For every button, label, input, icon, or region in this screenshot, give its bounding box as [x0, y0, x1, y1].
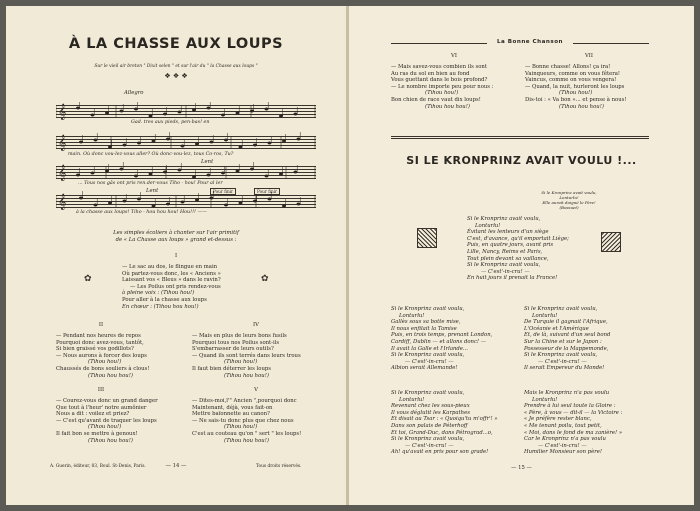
stanza-number-3: III — [97, 387, 105, 393]
poem-stanza-5: Mais le Kronprinz n'a pas voulu Lonturlu! Prendre à lui seul toute la Gloire : « Père, à vous — dit-il — la Victoire : « Je préfère rester blanc, « Me tenant poilu, tout petit, « Moi, dans le fond de ma zanière! » Car le Kronprinz n'a pas voulu — C'est'-in-cru! — Humilier Monsieur son père! — [524, 390, 623, 456]
tempo-mark-allegro: Allegro — [124, 90, 144, 96]
right-page — [349, 6, 694, 505]
lyric-line-2: main. Où donc vou-lez-vous aller? Où donc-vou-lez, tous Co-ros, Tu? — [68, 152, 234, 157]
section-rule — [391, 136, 649, 137]
stanza-1: — Le sac au dos, le flingue en main Où partez-vous donc, les « Anciens » Laissant vos « Bleus » dans le ravin? — Les Poilus ont pris rendez-vous à pleine voix : (Tihou hou!) Pour aller à la chasse aux loups En chœur : (Tihou hou hou!) — [122, 264, 221, 310]
flower-ornament-icon: ✿ — [84, 274, 92, 284]
stanza-number-4: IV — [253, 322, 259, 328]
pour-finir-box-1: Pour finir — [210, 188, 236, 195]
poem-stanza-2: Si le Kronprinz avait voulu, Lonturlu! Gallès sous sa botte mise, Il nous enfilait la Tamise Puis, en trois temps, prenant London, Cardiff, Dublin — et allons donc! — Il avait la Galle et l'Irlande... Si le Kronprinz avait voulu, — C'est'-in-cru! — Albion serait Allemande! — [391, 306, 493, 372]
title-ornament: ❖ ❖ ❖ — [164, 72, 188, 80]
epigraph: Si le Kronprinz avait voulu, Lonturlu! Elle aurait daigné le Père! (Bossuet) — [541, 190, 597, 210]
stanza-number-2: II — [98, 322, 104, 328]
left-page — [6, 6, 346, 505]
stanza-number-1: I — [174, 253, 178, 259]
stanza-5: — Dites-moi,l'" Ancien ",pourquoi donc Maintenant, déjà, vous fait-on Mettre baïonnette au canon? — Ne sais-tu donc plus que chez nous (Tihou hou!) C'est au couteau qu'on " sert " les loups! (Tihou hou hou!) — [192, 398, 302, 444]
svg-text:𝄞: 𝄞 — [58, 104, 67, 120]
poem-title: SI LE KRONPRINZ AVAIT VOULU !... — [406, 154, 637, 167]
flower-ornament-icon: ✿ — [261, 274, 269, 284]
music-notes — [56, 102, 316, 212]
stanza-7: — Bonne chasse! Allons! ça ira! Vainqueurs, comme on vous fêtera! Vaincus, comme on vous vengera! — Quand, la nuit, hurleront les loups (Tihou hou!) Dis-toi : « Va bon »... et pense à nous! (Tihou hou hou!) — [525, 64, 627, 110]
publisher-footer: A. Guerin, éditeur, 83, Boul. St-Denis, Paris. — [50, 464, 146, 469]
intro-line-1: Les simples écoliers à chanter sur l'air primitif — [113, 230, 239, 236]
decorative-vignette-icon — [601, 232, 621, 252]
svg-text:𝄞: 𝄞 — [58, 135, 67, 151]
intro-line-2: de « La Chasse aux loups » grand et-dessus : — [115, 237, 237, 243]
stanza-2: — Pendant nos heures de repos Pourquoi donc avez-vous, tantôt, Si bien graissé vos godillots? — Nous aurons à forcer des loups (Tihou hou!) Chaussés de bons souliers à clous! (Tihou hou hou!) — [56, 333, 150, 379]
stanza-4: — Mais en plus de leurs bons fusils Pourquoi tous nos Poilus sont-ils S'embarrasser de leurs outils? — Quand ils sont terrés dans leurs trous (Tihou hou!) Il faut bien déterrer les loups (Tihou hou hou!) — [192, 333, 301, 379]
lyric-line-1: Gad. tres aux pieds, pen-bas! en — [131, 120, 210, 125]
page-number-left: — 14 — — [165, 463, 187, 469]
decorative-vignette-icon — [417, 228, 437, 248]
stanza-number-5: V — [254, 387, 258, 393]
stanza-6: — Mais savez-vous combien ils sont Au ras du sol en bien au fond Vous guettant dans le bois profond? — Le nombre importe peu pour nous : (Tihou hou!) Bon chien de race vaut dix loups! (Tihou hou hou!) — [391, 64, 494, 110]
poem-stanza-4: Si le Kronprinz avait voulu, Lonturlu! Revenant chez les sous-pieux Il vous déglutit les Karpathes Et disait au Tsar : « Quoiqu'tu m'offr'! » Dans son palais de Péterhoff Et toi, Grand-Duc, dans Pétrograd...o, Si le Kronprinz avait voulu, — C'est'-in-cru! — Ah! qu'avait en pris pour son grade! — [391, 390, 498, 456]
poem-center-stanza: Si le Kronprinz avait voulu, Lonturlu! Évitant les lenteurs d'un siège C'est, d'avance, qu'il emportait Liège; Puis, en quatre jours, avant pris Lille, Nancy, Reims et Paris, Tout plein devant sa vaillance, Si le Kronprinz avait voulu, — C'est'-in-cru! — En huit jours il prenait la France! — [467, 216, 569, 282]
lyric-line-3: ... Tous nos gâs ont pris ren.der-vous Tiho - hou! Pour al ler — [78, 181, 223, 186]
lyric-line-4: à la chasse aux loups! Tiho - hou hou hou! Hou!!! —— — [76, 210, 208, 215]
stanza-number-6: VI — [451, 53, 457, 59]
svg-text:𝄞: 𝄞 — [58, 194, 67, 210]
stanza-number-7: VII — [584, 53, 593, 59]
song-title: À LA CHASSE AUX LOUPS — [68, 36, 284, 52]
svg-text:𝄞: 𝄞 — [58, 165, 67, 181]
tempo-mark-lent-1: Lent — [201, 159, 214, 165]
poem-stanza-3: Si le Kronprinz avait voulu, Lonturlu! De Turquie il gagnait l'Afrique, L'Océanie et l'Amérique Et, de là, suivant d'un seul bond Sur la Chine et sur le Japon : Possesseur de la Mappemonde, Si le Kronprinz avait voulu, — C'est'-in-cru! — Il serait Empereur du Monde! — [524, 306, 611, 372]
header-rule-right — [573, 43, 649, 44]
tempo-mark-lent-2: Lent — [146, 188, 159, 194]
pour-finir-box-2: Pour finir — [254, 188, 280, 195]
running-header: La Bonne Chanson — [496, 39, 564, 45]
song-subtitle: Sur le vieil air breton " Dixit selen " et sur l'air du " la Chasse aux loups " — [94, 64, 258, 69]
rights-footer: Tous droits réservés. — [256, 464, 302, 469]
header-rule-left — [391, 43, 487, 44]
section-rule — [391, 138, 649, 139]
page-number-right: — 15 — — [511, 465, 532, 471]
stanza-3: — Courez-vous donc un grand danger Que tout à l'heur' notre aumônier Nous a dit : voilez et priez? — C'est qu'avant de traquer les loups (Tihou hou!) Il fait bon se mettre à genoux! (Tihou hou hou!) — [56, 398, 158, 444]
